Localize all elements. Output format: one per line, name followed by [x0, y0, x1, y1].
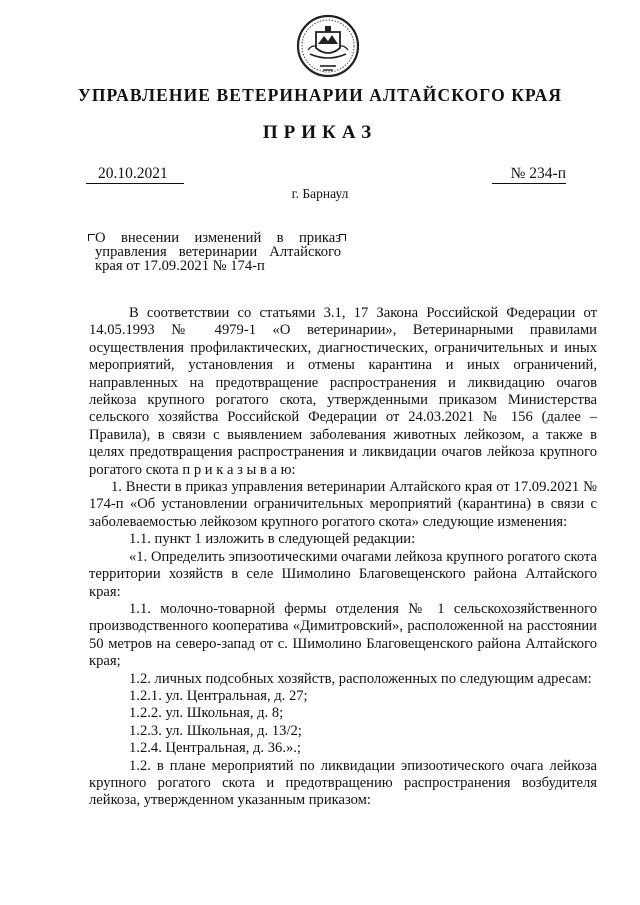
- address-item: 1.2.3. ул. Школьная, д. 13/2;: [129, 722, 302, 739]
- item-1: 1. Внести в приказ управления ветеринарии Алтайского края от 17.09.2021 № 174-п «Об установлении ограничительных мероприятий (карантина) в связи с заболеваемостью лейкозом крупного рогатого скота» следующие изменения:: [89, 479, 597, 530]
- subject-bracket-left: [88, 234, 95, 241]
- item-1-1: 1.1. пункт 1 изложить в следующей редакции:: [129, 531, 416, 548]
- document-date: 20.10.2021: [86, 165, 184, 184]
- document-type: ПРИКАЗ: [262, 122, 378, 143]
- order-word: п р и к а з ы в а ю:: [182, 461, 296, 478]
- intro-text: В соответствии со статьями 3.1, 17 Закона Российской Федерации от 14.05.1993 № 4979-1 «О ветеринарии», Ветеринарными правилами осуществления профилактических, диагностических, ограничительных и иных мероприятий, установления и отмены карантина и иных ограничений, направленных на предотвращение распространения и ликвидацию очагов лейкоза крупного рогатого скота, утвержденными приказом Министерства сельского хозяйства Российской Федерации от 24.03.2021 № 156 (далее – Правила), в связи с выявлением заболевания животных лейкозом, а также в целях предотвращения распространения и ликвидации очагов лейкоза крупного рогатого скота: [89, 305, 597, 478]
- address-list: [89, 688, 597, 758]
- coat-of-arms-emblem: [296, 14, 360, 78]
- document-subject: О внесении изменений в приказ управления ветеринарии Алтайского края от 17.09.2021 № 174-п: [95, 230, 341, 274]
- quote-item-1-2: 1.2. личных подсобных хозяйств, расположенных по следующим адресам:: [129, 670, 592, 687]
- organization-name: УПРАВЛЕНИЕ ВЕТЕРИНАРИИ АЛТАЙСКОГО КРАЯ: [77, 85, 563, 105]
- intro-paragraph: [89, 305, 597, 479]
- address-item: 1.2.1. ул. Центральная, д. 27;: [129, 687, 308, 704]
- quote-item-1-1: 1.1. молочно-товарной фермы отделения № 1 сельскохозяйственного производственного кооператива «Димитровский», расположенной на расстоянии 50 метров на северо-запад от с. Шимолино Благовещенского района Алтайского края;: [89, 600, 597, 670]
- address-item: 1.2.2. ул. Школьная, д. 8;: [129, 705, 284, 722]
- document-body: [89, 305, 597, 810]
- document-number: № 234-п: [492, 165, 566, 184]
- item-1-2: 1.2. в плане мероприятий по ликвидации эпизоотического очага лейкоза крупного рогатого скота и предотвращению распространения возбудителя лейкоза, утвержденном указанным приказом:: [89, 757, 597, 809]
- quote-item-1: «1. Определить эпизоотическими очагами лейкоза крупного рогатого скота территории хозяйств в селе Шимолино Благовещенского района Алтайского края:: [89, 548, 597, 600]
- document-city: г. Барнаул: [291, 186, 349, 201]
- address-item: 1.2.4. Центральная, д. 36.».;: [129, 740, 301, 757]
